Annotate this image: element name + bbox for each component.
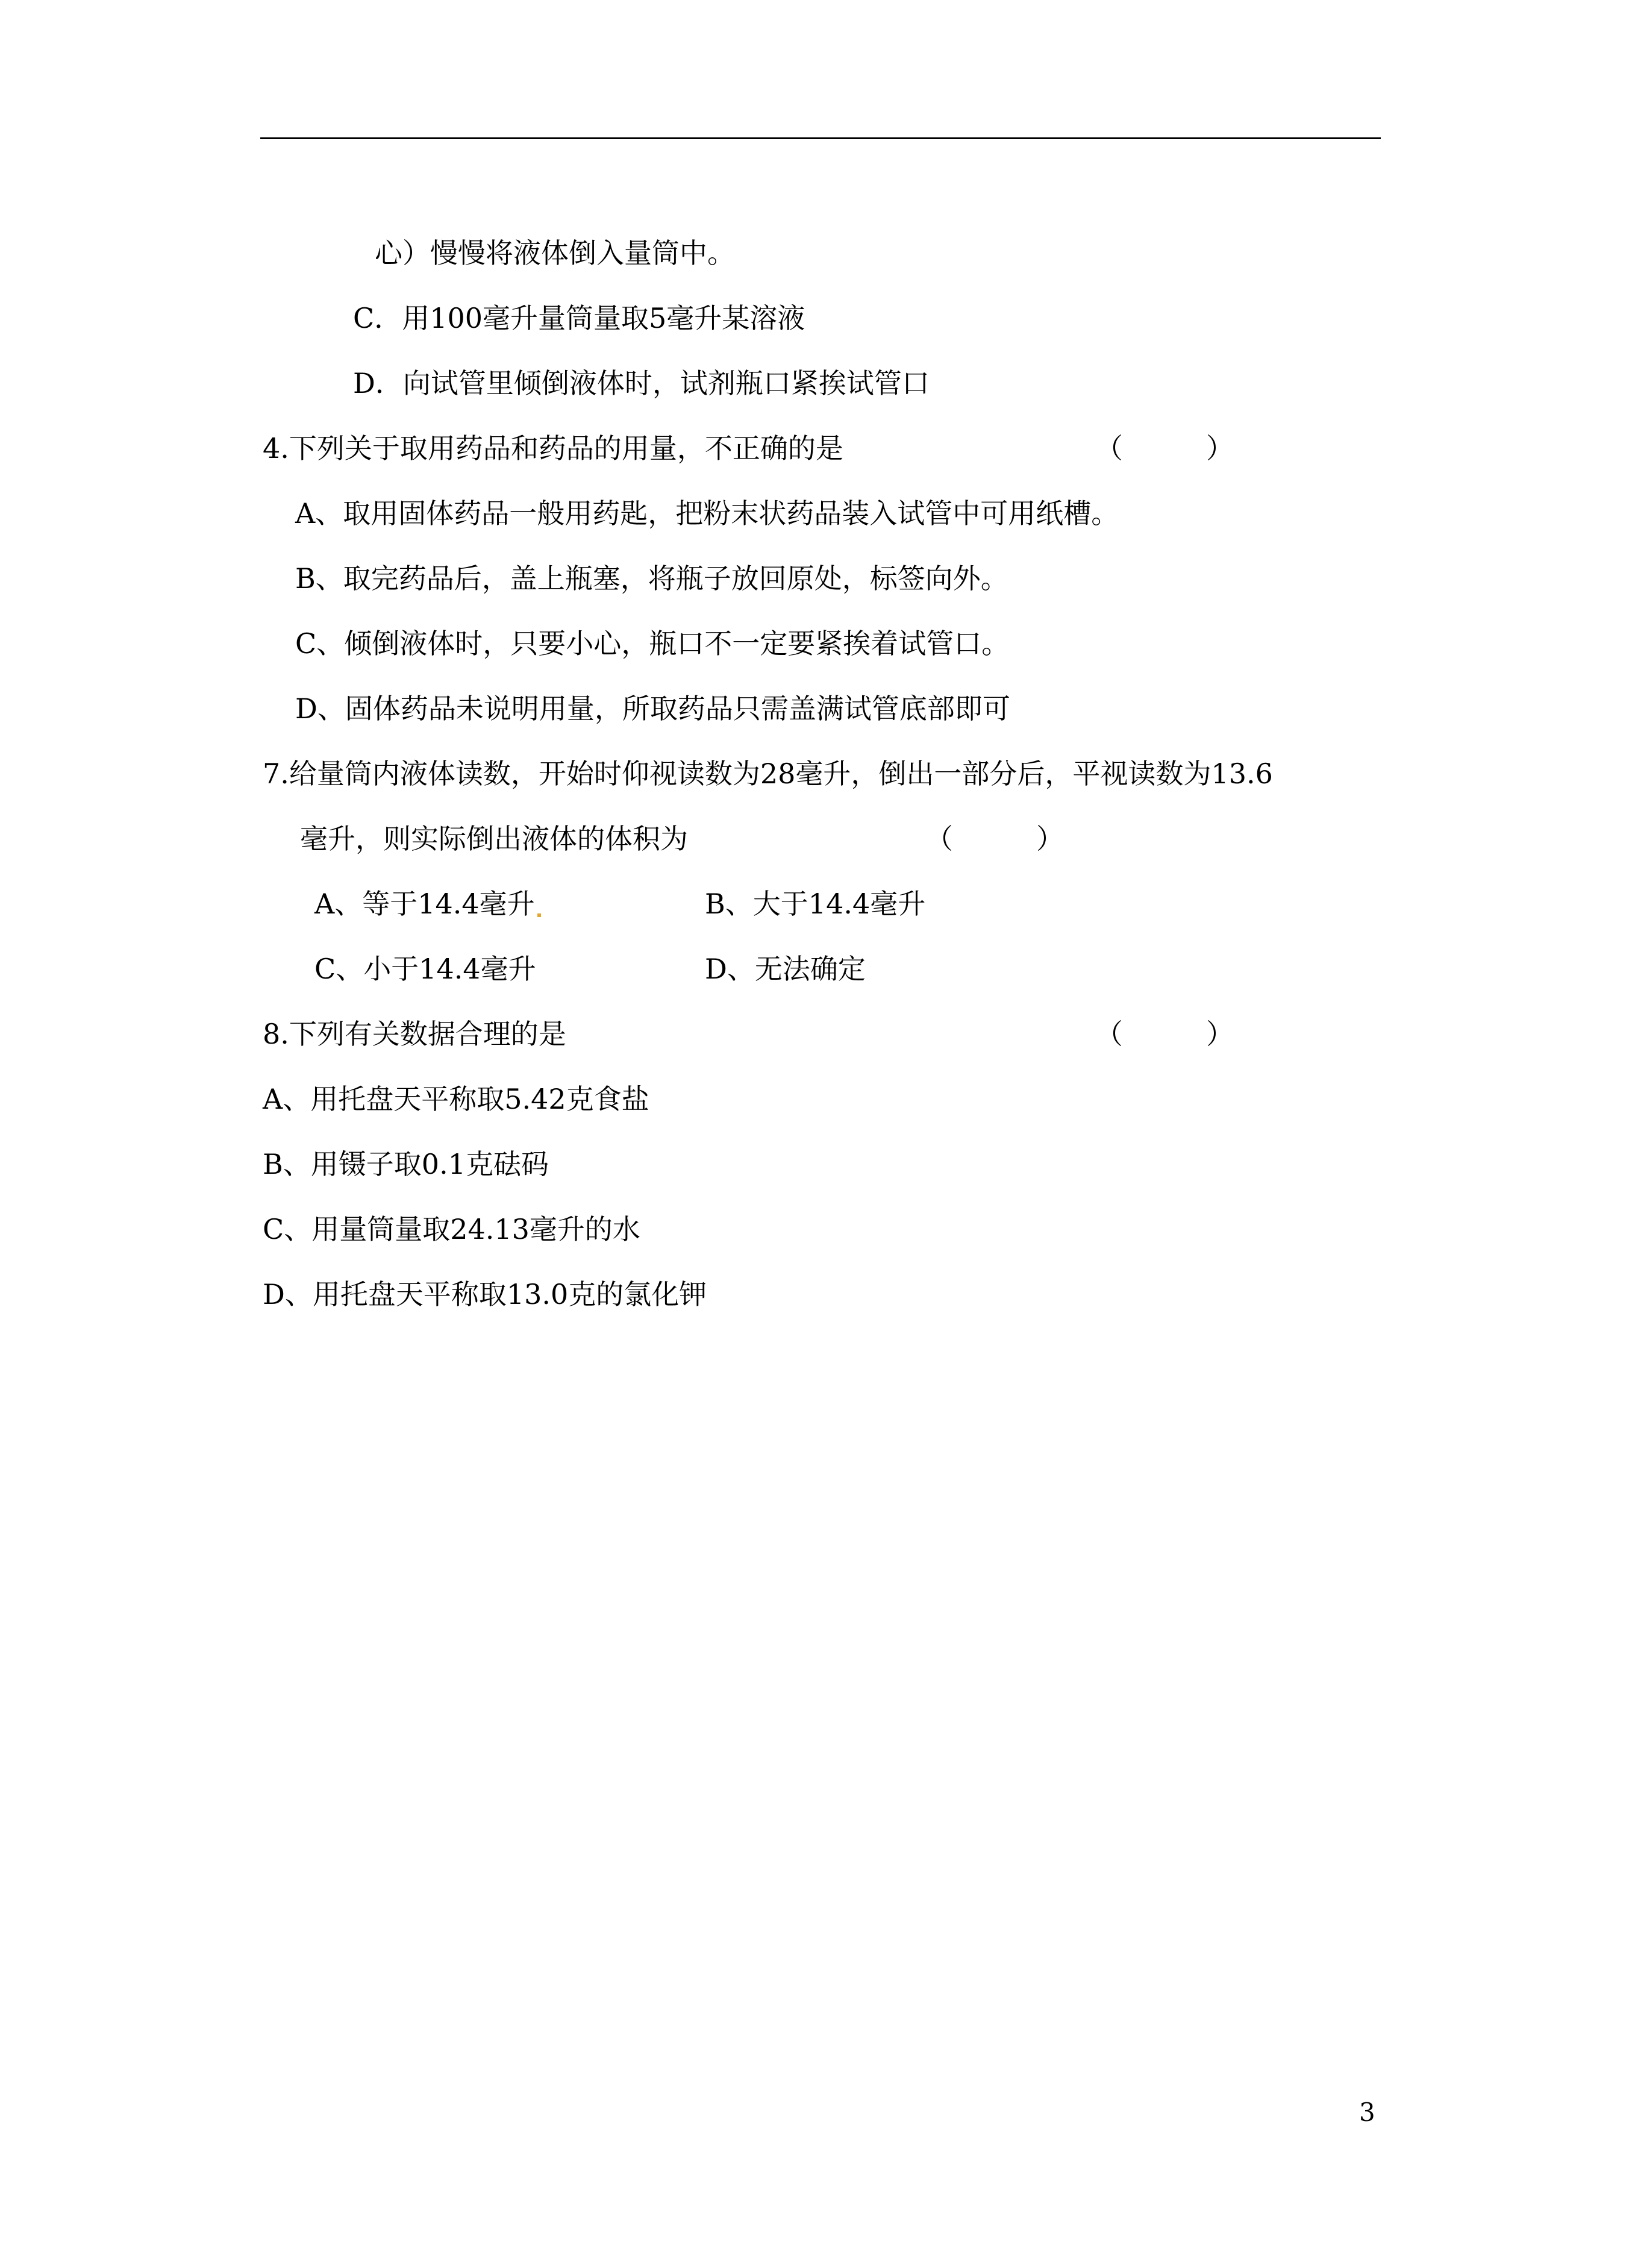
question-7-answer-blank: （ ） xyxy=(925,822,1064,855)
question-8-answer-blank: （ ） xyxy=(1095,1018,1234,1050)
option-d: D．向试管里倾倒液体时，试剂瓶口紧挨试管口 xyxy=(353,367,930,399)
question-8: 8.下列有关数据合理的是 xyxy=(263,1018,566,1050)
question-7: 7.给量筒内液体读数，开始时仰视读数为28毫升，倒出一部分后，平视读数为13.6 xyxy=(263,757,1273,790)
question-7-option-a: A、等于14.4毫升 xyxy=(314,888,535,920)
question-4-option-a: A、取用固体药品一般用药匙，把粉末状药品装入试管中可用纸槽。 xyxy=(295,497,1119,530)
option-c: C．用100毫升量筒量取5毫升某溶液 xyxy=(353,302,805,334)
question-4-option-c: C、倾倒液体时，只要小心，瓶口不一定要紧挨着试管口。 xyxy=(295,627,1010,660)
continued-option-text: 心）慢慢将液体倒入量筒中。 xyxy=(375,237,735,269)
question-8-option-d: D、用托盘天平称取13.0克的氯化钾 xyxy=(263,1278,707,1311)
question-8-option-a: A、用托盘天平称取5.42克食盐 xyxy=(263,1083,649,1115)
question-7-option-c: C、小于14.4毫升 xyxy=(314,953,536,985)
page-number: 3 xyxy=(1359,2097,1375,2127)
question-7-option-b: B、大于14.4毫升 xyxy=(705,888,926,920)
highlight-mark xyxy=(537,913,541,917)
question-4-option-d: D、固体药品未说明用量，所取药品只需盖满试管底部即可 xyxy=(295,692,1010,725)
question-4-option-b: B、取完药品后，盖上瓶塞，将瓶子放回原处，标签向外。 xyxy=(295,562,1008,595)
question-4: 4.下列关于取用药品和药品的用量，不正确的是 xyxy=(263,432,843,465)
header-rule xyxy=(260,137,1381,139)
question-4-answer-blank: （ ） xyxy=(1095,432,1234,465)
question-8-option-b: B、用镊子取0.1克砝码 xyxy=(263,1148,549,1180)
question-7-continuation: 毫升，则实际倒出液体的体积为 xyxy=(300,822,688,855)
question-7-option-d: D、无法确定 xyxy=(705,953,866,985)
question-7-option-a-row xyxy=(314,886,541,922)
question-8-option-c: C、用量筒量取24.13毫升的水 xyxy=(263,1213,640,1245)
